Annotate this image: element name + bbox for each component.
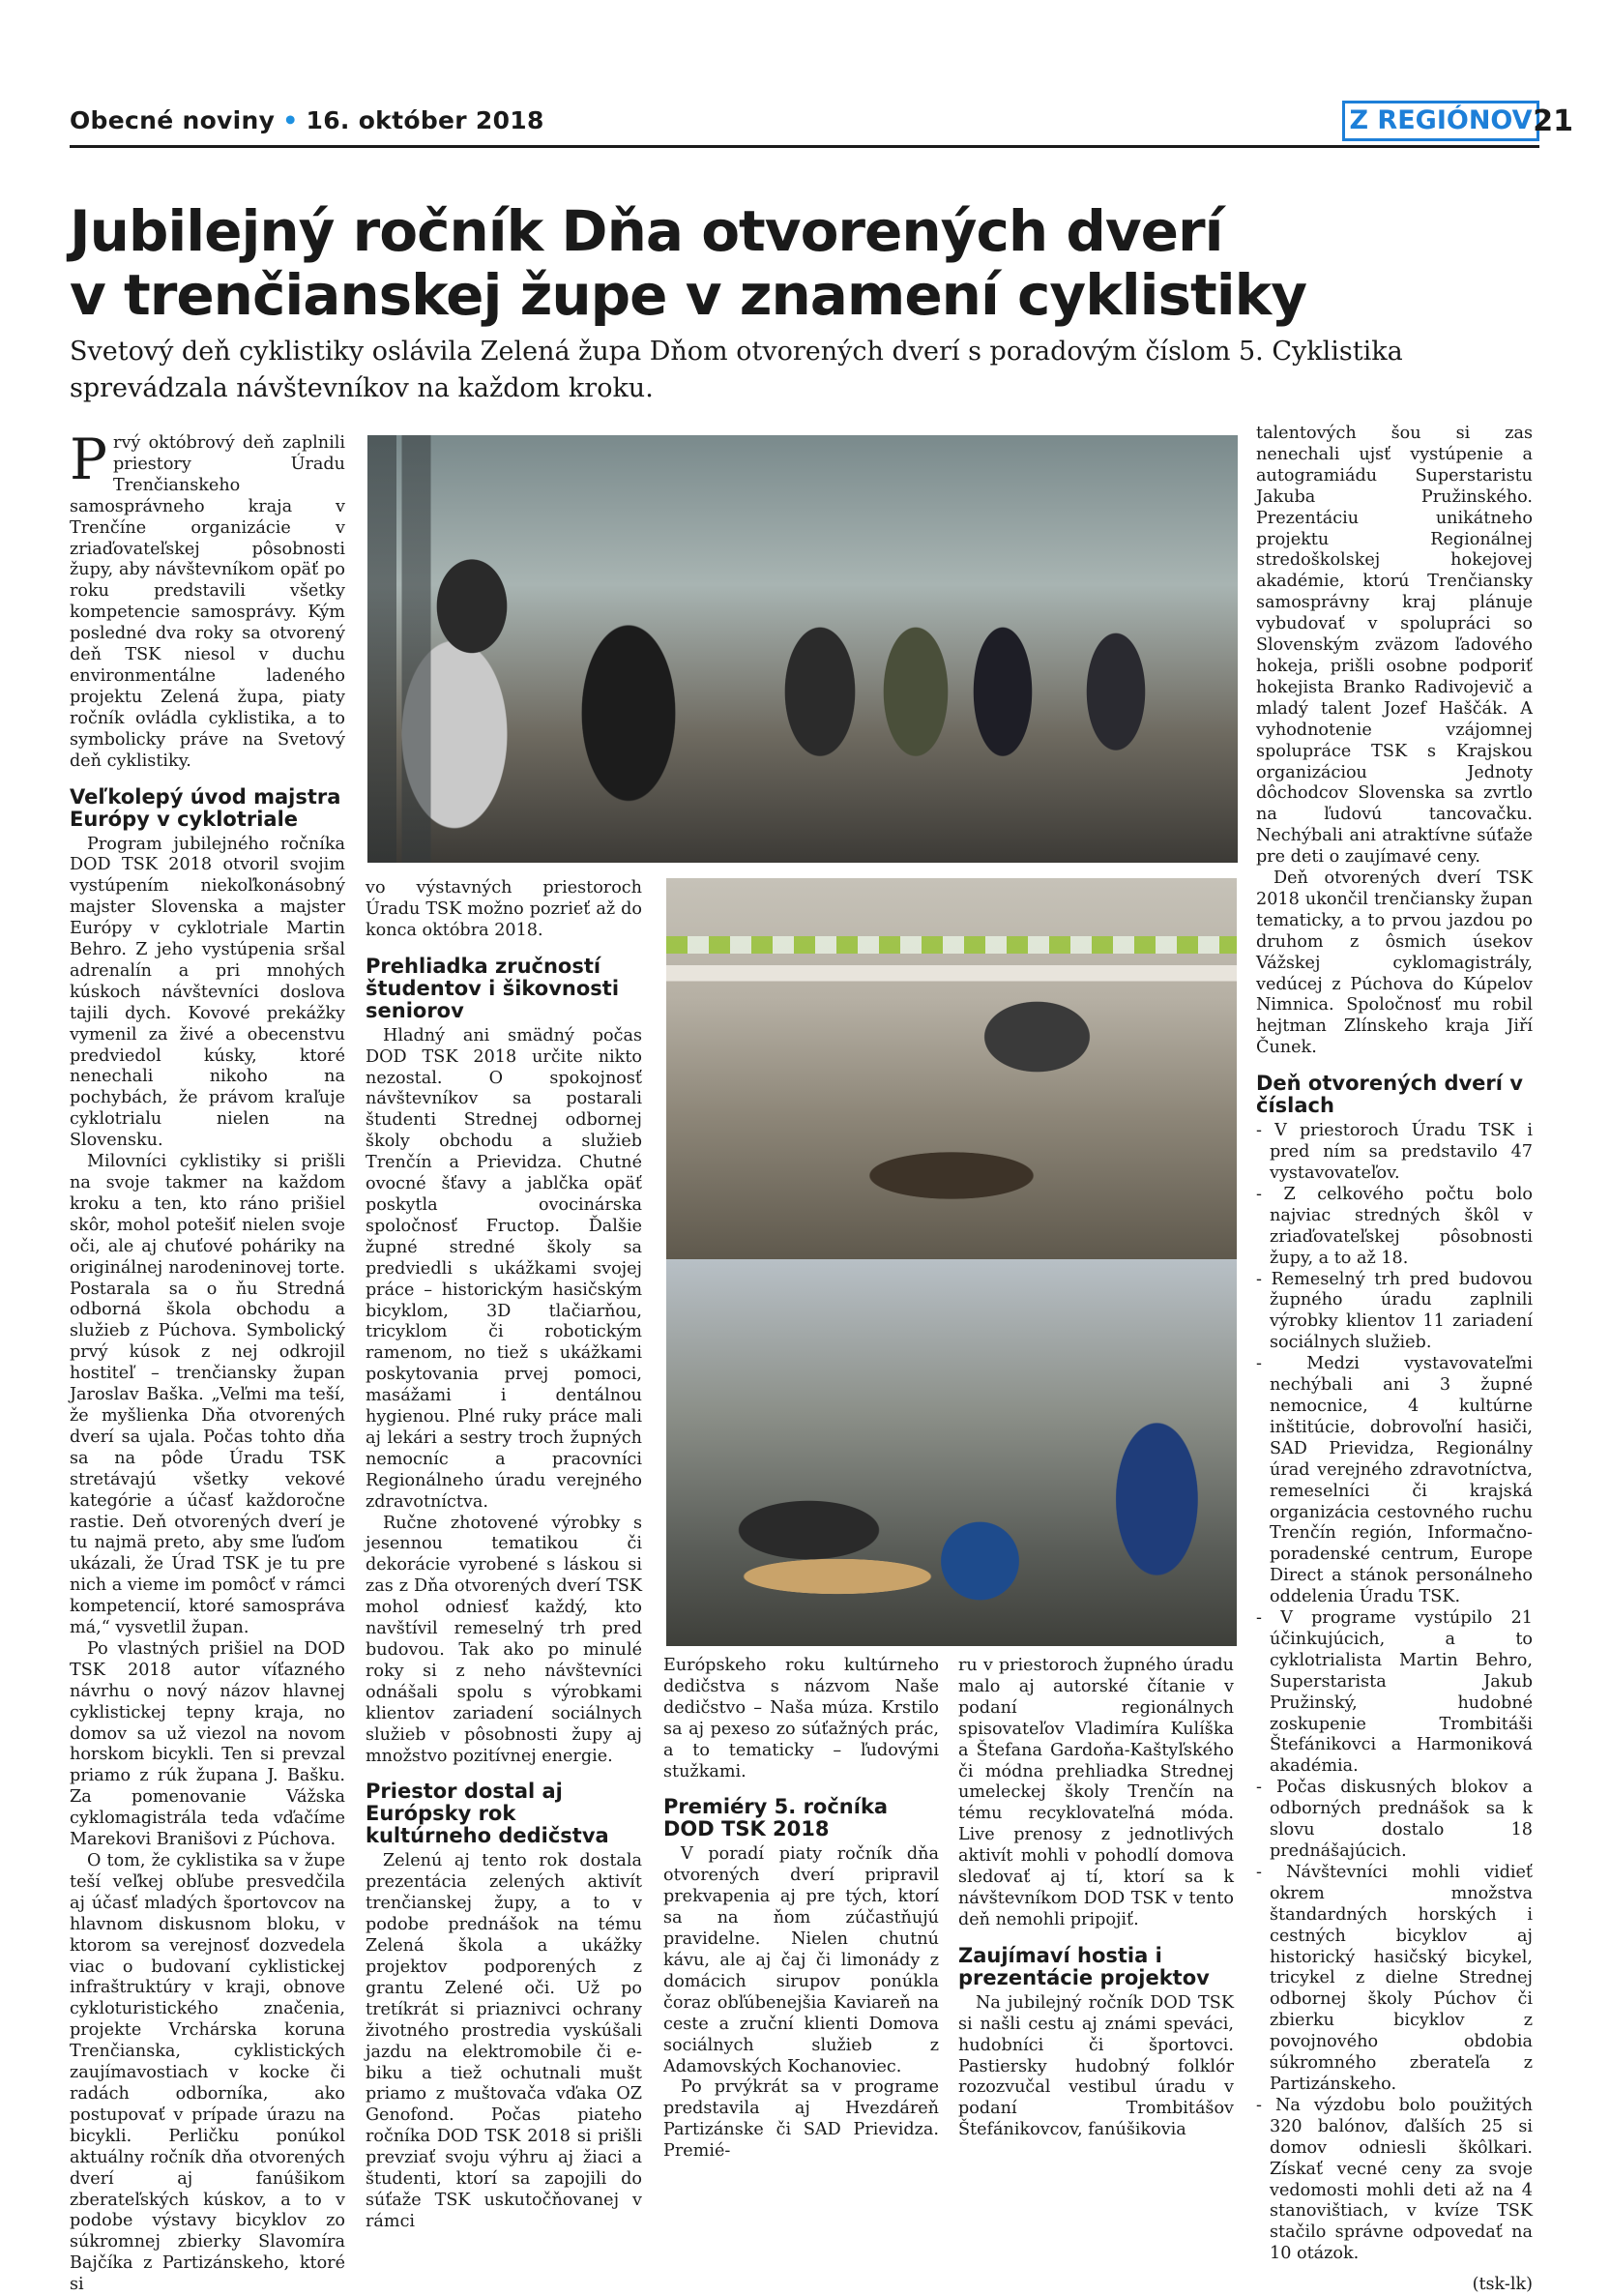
subheading: Zaujímaví hostia i prezentácie projektov (958, 1943, 1210, 1989)
paragraph: vo výstavných priestoroch Úradu TSK možno pozrieť až do konca októbra 2018. (366, 878, 642, 940)
subheading: Veľkolepý úvod majstra Európy v cyklotriale (70, 784, 341, 831)
fact-item: - Počas diskusných blokov a odborných prednášok sa k slovu dostalo 18 prednášajúcich. (1256, 1778, 1533, 1863)
paragraph: Zelenú aj tento rok dostala prezentácia zelených aktivít trenčianskej župy, a to v podobe prednášok na tému Zelená škola a ukážky projektov podporených z grantu Zelené oči. Už po tretíkrát si priaznivci ochrany životného prostredia vyskúšali jazdu na elektromobile či e-biku a tiež ochutnali mušt priamo z muštovača vďaka OZ Genofond. Počas piateho ročníka DOD TSK 2018 si prišli prevziať svoju výhru aj žiaci a študenti, ktorí sa zapojili do súťaže TSK uskutočňovanej v rámci (366, 1851, 642, 2231)
fact-item: - V priestoroch Úradu TSK i pred ním sa predstavilo 47 vystavovateľov. (1256, 1121, 1533, 1185)
fact-item: - Na výzdobu bolo použitých 320 balónov, ďalších 25 si domov odniesli škôlkari. Získať vecné ceny za svoje vedomosti mohli deti až na 4 stanovištiach, v kvíze TSK stačilo správne odpovedať na 10 otázok. (1256, 2096, 1533, 2265)
paragraph: Po prvýkrát sa v programe predstavila aj Hvezdáreň Partizánske či SAD Prievidza. Premié- (663, 2077, 939, 2162)
fact-item: - Návštevníci mohli vidieť okrem množstva štandardných horských i cestných bicyklov aj historický hasičský bicykel, tricykel z dielne Strednej odbornej školy Púchov či zbierku bicyklov z povojnového obdobia súkromného zberateľa z Partizánskeho. (1256, 1863, 1533, 2096)
subheading: Prehliadka zručností študentov i šikovnosti seniorov (366, 954, 620, 1022)
fact-item: - Z celkového počtu bolo najviac stredných škôl v zriaďovateľskej pôsobnosti župy, a to až 18. (1256, 1185, 1533, 1270)
subheading: Priestor dostal aj Európsky rok kultúrneho dedičstva (366, 1780, 609, 1848)
paragraph: Hladný ani smädný počas DOD TSK 2018 určite nikto nezostal. O spokojnosť návštevníkov sa postarali študenti Strednej odbornej školy obchodu a služieb Trenčín a Prievidza. Chutné ovocné šťavy a jablčka opäť poskytla ovocinárska spoločnosť Fructop. Ďalšie župné stredné školy sa predviedli s ukážkami svojej práce – historickým hasičským bicyklom, 3D tlačiarňou, tricyklom či robotickým ramenom, no tiež s ukážkami poskytovania prvej pomoci, masážami i dentálnou hygienou. Plné ruky práce mali aj lekári a sestry troch župných nemocníc a pracovníci Regionálneho úradu verejného zdravotníctva. (366, 1025, 642, 1512)
article-lead: Svetový deň cyklistiky oslávila Zelená župa Dňom otvorených dverí s poradovým číslom 5. Cyklistika sprevádzala návštevníkov na každom kroku. (70, 337, 1403, 403)
paragraph: Na jubilejný ročník DOD TSK si našli cestu aj známi speváci, hudobníci či športovci. Pastiersky hudobný folklór rozozvučal vestibul úradu v podaní Trombitášov Štefánikovcov, fanúšikovia (958, 1992, 1234, 2140)
separator-dot: • (282, 106, 299, 134)
headline-line-2: v trenčianskej župe v znamení cyklistiky (70, 262, 1307, 328)
paragraph: Deň otvorených dverí TSK 2018 ukončil trenčiansky župan tematicky, a to prvou jazdou po druhom z ôsmich úsekov Vážskej cyklomagistrály, vedúcej z Púchova do Kúpelov Nimnica. Spoločnosť mu robil hejtman Zlínskeho kraja Jiří Čunek. (1256, 868, 1533, 1058)
page-header (70, 101, 1573, 143)
paragraph: O tom, že cyklistika sa v župe teší veľkej obľube presvedčila aj účasť mladých športovcov na hlavnom diskusnom bloku, v ktorom sa verejnosť dozvedela viac o budovaní cyklistickej infraštruktúry v kraji, obnove cykloturistického značenia, projekte Vrchárska koruna Trenčianska, cyklistických zaujímavostiach v kocke či radách odborníka, ako postupovať v prípade úrazu na bicykli. Perličku ponúkol aktuálny ročník dňa otvorených dverí aj fanúšikom zberateľských kúskov, a to v podobe výstavy bicyklov zo súkromnej zbierky Slavomíra Bajčíka z Partizánskeho, ktoré si (70, 1851, 345, 2295)
fact-item: - Medzi vystavovateľmi nechýbali ani 3 župné nemocnice, 4 kultúrne inštitúcie, dobrovoľní hasiči, SAD Prievidza, Regionálny úrad verejného zdravotníctva, remeselníci či krajská organizácia cestovného ruchu Trenčín región, Informačno-poradenské centrum, Europe Direct a stánok personálneho oddelenia Úradu TSK. (1256, 1354, 1533, 1608)
article-column-1 (70, 427, 345, 2296)
paragraph: Program jubilejného ročníka DOD TSK 2018 otvoril svojim vystúpením niekoľkonásobný majster Slovenska a majster Európy v cyklotriale Martin Behro. Z jeho vystúpenia sršal adrenalín a pri mnohých kúskoch návštevníci doslova tajili dych. Kovové prekážky vymenil za živé a obecenstvu predviedol kúsky, ktoré nenechali nikoho na pochybách, že právom kraľuje cyklotrialu nielen na Slovensku. (70, 834, 345, 1151)
paragraph: ru v priestoroch župného úradu malo aj autorské čítanie v podaní regionálnych spisovateľov Vladimíra Kulíška a Štefana Gardoňa-Kaštyľského či módna prehliadka Strednej umeleckej školy Trenčín na tému recyklovateľná móda. Live prenosy z jednotlivých aktivít mohli v pohodlí domova sledovať aj tí, ktorí sa k návštevníkom DOD TSK v tento deň nemohli pripojiť. (958, 1656, 1234, 1929)
paragraph: Po vlastných prišiel na DOD TSK 2018 autor víťazného návrhu o nový názov hlavnej cyklistickej tepny kraja, no domov sa už viezol na novom horskom bicykli. Ten si prevzal priamo z rúk župana J. Bašku. Za pomenovanie Vážska cyklomagistrála teda vďačíme Marekovi Branišovi z Púchova. (70, 1638, 345, 1850)
paragraph: V poradí piaty ročník dňa otvorených dverí pripravil prekvapenia aj pre tých, ktorí sa na ňom zúčastňujú pravidelne. Nielen chutnú kávu, ale aj čaj či limonády z domácich sirupov ponúkla čoraz obľúbenejšia Kaviareň na ceste a zruční klienti Domova sociálnych služieb z Adamovských Kochanoviec. (663, 1844, 939, 2076)
facts-list (1256, 1121, 1533, 2265)
subheading: Deň otvorených dverí v číslach (1256, 1072, 1523, 1118)
fact-item: - Remeselný trh pred budovou župného úradu zaplnili výrobky klientov 11 zariadení sociálnych služieb. (1256, 1270, 1533, 1355)
article-column-5 (1256, 424, 1533, 2296)
subheading: Premiéry 5. ročníka DOD TSK 2018 (663, 1795, 889, 1841)
fact-item: - V programe vystúpilo 21 účinkujúcich, a to cyklotrialista Martin Behro, Superstarista Jakub Pružinský, hudobné zoskupenie Trombitáši Štefánikovci a Harmoniková akadémia. (1256, 1608, 1533, 1778)
article-headline (70, 199, 1539, 327)
intro-text: rvý októbrový deň zaplnili priestory Úradu Trenčianskeho samosprávneho kraja v Trenčíne organizácie v zriaďovateľskej pôsobnosti župy, aby návštevníkom opäť po roku predstavili všetky kompetencie samosprávy. Kým posledné dva roky sa otvorený deň TSK niesol v duchu environmentálne ladeného projektu Zelená župa, piaty ročník ovládla cyklistika, a to symbolicky práve na Svetový deň cyklistiky. (70, 433, 345, 771)
section-label: Z REGIÓNOV (1342, 101, 1539, 141)
author-signature: (tsk-lk) (1472, 2275, 1533, 2295)
header-divider (70, 145, 1539, 148)
issue-date: 16. október 2018 (306, 106, 544, 134)
paragraph: Milovníci cyklistiky si prišli na svoje takmer na každom kroku a ten, kto ráno prišiel skôr, mohol potešiť nielen svoje oči, ale aj chuťové poháriky na originálnej narodeninovej torte. Postarala sa o ňu Stredná odborná škola obchodu a služieb z Púchova. Symbolický prvý kúsok z nej odkrojil hostiteľ – trenčiansky župan Jaroslav Baška. „Veľmi ma teší, že myšlienka Dňa otvorených dverí sa ujala. Počas tohto dňa sa na pôde Úradu TSK stretávajú všetky vekové kategórie a účasť každoročne rastie. Deň otvorených dverí je tu najmä preto, aby sme ľuďom ukázali, že Úrad TSK je tu pre nich a vieme im pomôcť v rámci kompetencií, ktoré samospráva má,“ vysvetlil župan. (70, 1152, 345, 1638)
photo-queue-visitors (367, 435, 1238, 863)
publication-name: Obecné noviny (70, 106, 276, 134)
paragraph: Európskeho roku kultúrneho dedičstva s názvom Naše dedičstvo – Naša múza. Krstilo sa aj pexeso zo súťažných prác, a to tematicky – ľudovými stužkami. (663, 1656, 939, 1781)
article-column-2 (366, 878, 642, 2233)
photo-stands-bicycle (666, 1259, 1237, 1646)
photo-atrium-cyclotrial (666, 878, 1237, 1275)
article-column-4 (958, 1656, 1234, 2141)
publication-line (70, 106, 544, 134)
page-number: 21 (1533, 104, 1573, 138)
drop-cap: P (70, 427, 108, 492)
paragraph: talentových šou si zas nenechali ujsť vystúpenie a autogramiádu Superstaristu Jakuba Pružinského. Prezentáciu unikátneho projektu Regionálnej stredoškolskej hokejovej akadémie, ktorú Trenčiansky samosprávny kraj plánuje vybudovať v spolupráci so Slovenským zväzom ľadového hokeja, prišli osobne podporiť hokejista Branko Radivojevič a mladý talent Jozef Haščák. A vyhodnotenie vzájomnej spolupráce TSK s Krajskou organizáciou Jednoty dôchodcov Slovenska sa zvrtlo na ľudovú tancovačku. Nechýbali ani atraktívne súťaže pre deti o zaujímavé ceny. (1256, 424, 1533, 868)
article-column-3 (663, 1656, 939, 2163)
intro-paragraph (70, 427, 345, 773)
paragraph: Ručne zhotovené výrobky s jesennou tematikou či dekorácie vyrobené s láskou si zas z Dňa otvorených dverí TSK mohol odniesť každý, kto navštívil remeselný trh pred budovou. Tak ako po minulé roky si z neho návštevníci odnášali spolu s výrobkami klientov zariadení sociálnych služieb v pôsobnosti župy aj množstvo pozitívnej energie. (366, 1513, 642, 1766)
headline-line-1: Jubilejný ročník Dňa otvorených dverí (70, 198, 1223, 264)
